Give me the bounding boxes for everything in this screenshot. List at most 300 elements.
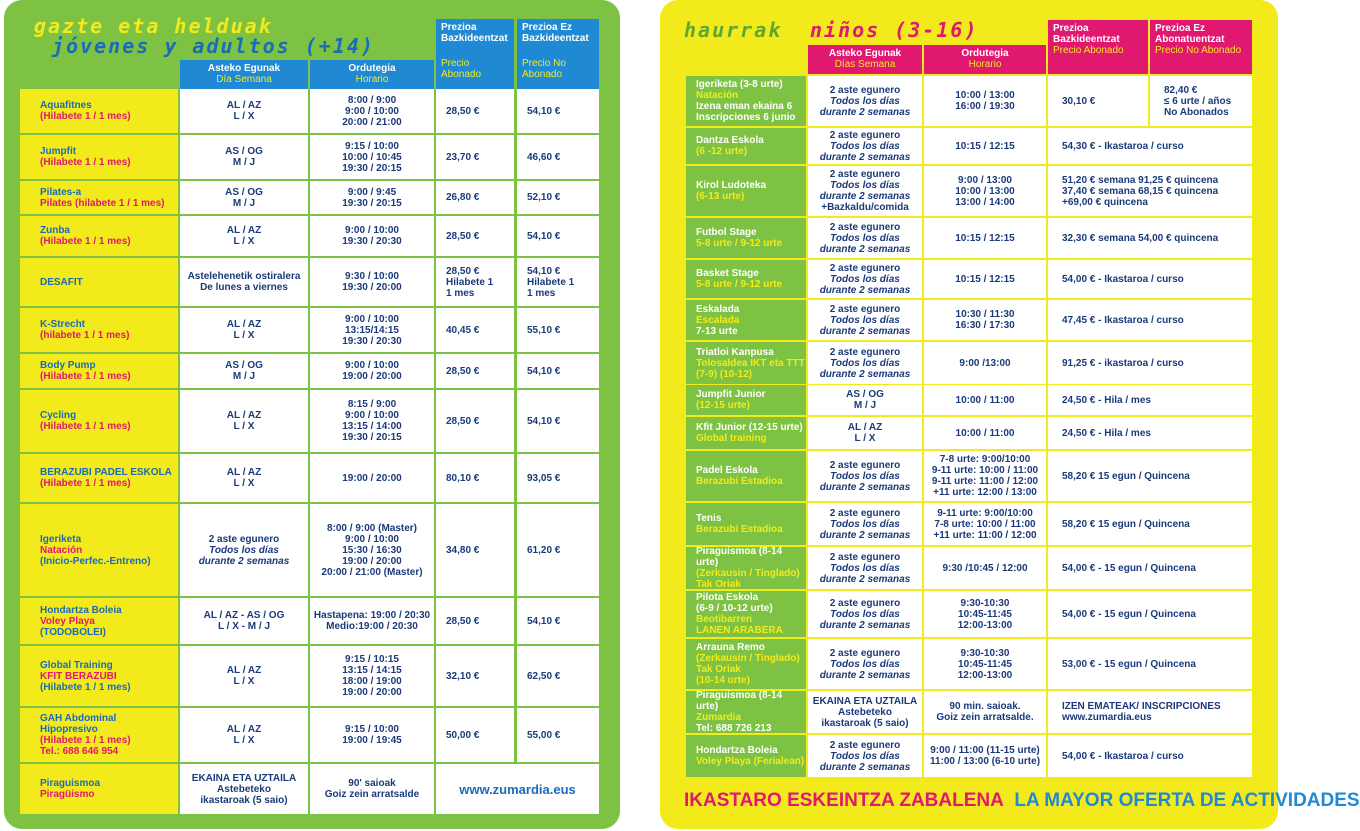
activity-name: [20, 354, 178, 388]
price-cell: [1048, 691, 1252, 733]
header-days: [180, 60, 308, 89]
price-member: [436, 216, 514, 256]
cell-line: 19:00 / 20:00: [342, 472, 402, 484]
price-nonmember: [517, 258, 599, 306]
activity-name: [20, 454, 178, 502]
cell-line: 9:15 / 10:15: [345, 654, 399, 665]
activity-name: [20, 764, 178, 814]
price-cell: [1048, 342, 1252, 384]
header-price-member-eu: Prezioa Bazkideentzat: [441, 22, 508, 44]
cell-line: 23,70 €: [446, 151, 480, 163]
cell-line: Todos los días: [830, 273, 900, 285]
activity-name: [686, 128, 806, 164]
kids-header-schedule: [924, 45, 1046, 74]
days-cell: [808, 128, 922, 164]
cell-line: 2 aste egunero: [829, 129, 901, 141]
price-nonmember: [517, 598, 599, 644]
cell-line: 2 aste egunero: [829, 84, 901, 96]
cell-line: Medio:19:00 / 20:30: [326, 621, 418, 632]
activity-name: [686, 385, 806, 415]
cell-line: Todos los días: [830, 562, 900, 574]
days-cell: [180, 308, 308, 352]
schedule-cell: [924, 691, 1046, 733]
cell-line: 54,00 € - 15 egun / Quincena: [1062, 562, 1196, 574]
cell-line: Astebeteko: [217, 783, 271, 795]
days-cell: [808, 218, 922, 258]
cell-line: Pilates (hilabete 1 / 1 mes): [40, 197, 165, 209]
activity-name: [686, 691, 806, 733]
cell-line: Hilabete 1: [446, 276, 494, 288]
price-cell: [1048, 260, 1252, 298]
cell-line: LANEN ARABERA: [696, 625, 783, 636]
table-row: [4, 598, 620, 644]
cell-line: Todos los días: [830, 750, 900, 762]
cell-line: Hondartza Boleia: [696, 745, 778, 756]
price-member: [436, 504, 514, 596]
cell-line: 10:15 / 12:15: [955, 232, 1015, 244]
cell-line: 10:00 / 11:00: [955, 427, 1015, 439]
price-member: [436, 181, 514, 214]
days-cell: [808, 503, 922, 545]
table-row: [660, 76, 1278, 126]
cell-line: AL / AZ: [226, 319, 262, 330]
cell-line: Escalada: [696, 314, 740, 326]
price-nonmember: [517, 135, 599, 179]
activity-name: [686, 547, 806, 589]
cell-line: (Inicio-Perfec.-Entreno): [40, 555, 151, 567]
schedule-cell: [924, 166, 1046, 216]
price-nonmember: [517, 89, 599, 133]
cell-line: durante 2 semanas: [819, 619, 911, 631]
cell-line: 9-11 urte: 10:00 / 11:00: [931, 465, 1039, 476]
schedule-cell: [310, 181, 434, 214]
cell-line: AL / AZ: [226, 665, 262, 676]
cell-line: 2 aste egunero: [829, 346, 901, 358]
activity-name: [686, 735, 806, 777]
cell-line: 10:00 / 13:00: [955, 185, 1015, 197]
cell-line: 24,50 € - Hila / mes: [1062, 427, 1151, 439]
price-cell: [1048, 735, 1252, 777]
cell-line: durante 2 semanas: [819, 243, 911, 255]
schedule-cell: [924, 260, 1046, 298]
table-row: [660, 547, 1278, 589]
activity-name: [686, 503, 806, 545]
cell-line: Hilabete 1: [527, 276, 575, 288]
cell-line: (Hilabete 1 / 1 mes): [40, 478, 131, 489]
table-row: [660, 417, 1278, 449]
price-nonmember: [517, 216, 599, 256]
activity-name: [20, 390, 178, 452]
cell-line: Igeriketa: [40, 533, 82, 545]
cell-line: 9:30-10:30: [960, 597, 1010, 609]
cell-line: 9-11 urte: 9:00/10:00: [937, 507, 1033, 519]
cell-line: Voley Playa (Ferialean): [696, 756, 805, 767]
cell-line: 7-8 urte: 9:00/10:00: [939, 454, 1031, 465]
cell-line: Todos los días: [209, 544, 279, 556]
cell-line: 8:15 / 9:00: [347, 399, 397, 410]
price-member: [436, 354, 514, 388]
cell-line: 54,10 €: [527, 415, 561, 427]
cell-line: Hastapena: 19:00 / 20:30: [313, 610, 431, 621]
header-price-nonmember-es: Precio No Abonado: [522, 58, 566, 80]
days-cell: [180, 764, 308, 814]
price-cell: [1048, 218, 1252, 258]
cell-line: Pilota Eskola: [696, 592, 759, 603]
cell-line: (Zerkausin / Tinglado): [696, 653, 800, 664]
cell-line: 19:30 / 20:30: [342, 236, 402, 247]
activity-name: [686, 639, 806, 689]
cell-line: Global training: [696, 433, 767, 444]
cell-line: 18:00 / 19:00: [342, 676, 402, 687]
cell-line: Todos los días: [830, 95, 900, 107]
table-row: [660, 451, 1278, 501]
cell-line: 28,50 €: [446, 415, 480, 427]
schedule-cell: [924, 300, 1046, 340]
kids-header-price-member: [1048, 20, 1148, 74]
cell-line: 2 aste egunero: [829, 507, 901, 519]
table-row: [4, 454, 620, 502]
cell-line: AS / OG: [225, 146, 263, 157]
cell-line: 9:00 / 10:00: [345, 533, 399, 545]
cell-line: 34,80 €: [446, 544, 480, 556]
kids-footer: [684, 790, 1360, 812]
schedule-cell: [310, 708, 434, 762]
schedule-cell: [924, 451, 1046, 501]
schedule-cell: [924, 342, 1046, 384]
adults-title-eu: gazte eta helduak: [34, 14, 273, 38]
cell-line: 58,20 € 15 egun / Quincena: [1062, 470, 1190, 482]
days-cell: [180, 390, 308, 452]
price-nonmember: [1150, 76, 1252, 126]
cell-line: Basket Stage: [696, 268, 759, 279]
cell-line: L / X: [233, 676, 255, 687]
cell-line: 30,10 €: [1062, 95, 1096, 107]
cell-line: +11 urte: 12:00 / 13:00: [933, 487, 1037, 498]
price-nonmember: [517, 181, 599, 214]
cell-line: 7-13 urte: [696, 325, 738, 337]
activity-name: [686, 342, 806, 384]
cell-line: (Hilabete 1 / 1 mes): [40, 371, 131, 382]
table-row: [660, 735, 1278, 777]
price-member: [436, 390, 514, 452]
cell-line: 20:00 / 21:00 (Master): [321, 566, 423, 578]
cell-line: Hondartza Boleia: [40, 604, 122, 616]
price-nonmember: [517, 354, 599, 388]
cell-line: AL / AZ: [226, 410, 262, 421]
schedule-cell: [310, 764, 434, 814]
kids-title-es: niños (3-16): [810, 18, 979, 42]
days-cell: [808, 547, 922, 589]
cell-line: 2 aste egunero: [829, 597, 901, 609]
cell-line: 19:00 / 20:00: [342, 371, 402, 382]
activity-name: [20, 135, 178, 179]
kids-header-schedule-es: Horario: [968, 59, 1002, 70]
schedule-cell: [924, 385, 1046, 415]
days-cell: [808, 76, 922, 126]
activity-name: [20, 258, 178, 306]
table-row: [4, 258, 620, 306]
activity-name: [686, 218, 806, 258]
activity-name: [20, 308, 178, 352]
cell-line: 2 aste egunero: [829, 459, 901, 471]
cell-line: Todos los días: [830, 232, 900, 244]
cell-line: 8:00 / 9:00: [347, 94, 397, 106]
cell-line: Padel Eskola: [696, 465, 758, 476]
cell-line: GAH Abdominal: [40, 713, 117, 724]
cell-line: 32,10 €: [446, 670, 480, 682]
price-cell: [1048, 451, 1252, 501]
price-cell: [1048, 639, 1252, 689]
cell-line: (Hilabete 1 / 1 mes): [40, 421, 131, 432]
cell-line: 20:00 / 21:00: [342, 116, 402, 128]
days-cell: [808, 591, 922, 637]
cell-line: 9-11 urte: 11:00 / 12:00: [931, 476, 1039, 487]
cell-line: Todos los días: [830, 140, 900, 152]
days-cell: [808, 300, 922, 340]
cell-line: (6 -12 urte): [696, 146, 748, 157]
days-cell: [808, 385, 922, 415]
cell-line: (Hilabete 1 / 1 mes): [40, 735, 131, 746]
cell-line: DESAFIT: [40, 276, 83, 288]
table-row: [4, 308, 620, 352]
cell-line: 54,00 € - Ikastaroa / curso: [1062, 273, 1184, 285]
cell-line: M / J: [853, 400, 877, 411]
cell-line: 1 mes: [446, 287, 475, 299]
cell-line: 19:00 / 20:00: [342, 555, 402, 567]
cell-line: durante 2 semanas: [819, 151, 911, 163]
price-cell: [1048, 300, 1252, 340]
cell-line: 53,00 € - 15 egun / Quincena: [1062, 658, 1196, 670]
cell-line: Zunba: [40, 225, 70, 236]
schedule-cell: [310, 89, 434, 133]
cell-line: M / J: [232, 197, 256, 209]
activity-name: [20, 89, 178, 133]
schedule-cell: [924, 591, 1046, 637]
cell-line: 26,80 €: [446, 192, 480, 203]
website-link[interactable]: [436, 764, 599, 814]
schedule-cell: [310, 258, 434, 306]
cell-line: AL / AZ: [226, 225, 262, 236]
schedule-cell: [924, 76, 1046, 126]
activity-name: [686, 300, 806, 340]
price-cell: [1048, 128, 1252, 164]
cell-line: (10-14 urte): [696, 675, 750, 686]
cell-line: 19:00 / 19:45: [342, 735, 402, 746]
cell-line: Natación: [40, 544, 83, 556]
days-cell: [180, 135, 308, 179]
cell-line: AL / AZ: [226, 724, 262, 735]
cell-line: 54,30 € - Ikastaroa / curso: [1062, 140, 1184, 152]
cell-line: EKAINA ETA UZTAILA: [812, 695, 918, 707]
price-member: [436, 598, 514, 644]
cell-line: 37,40 € semana 68,15 € quincena: [1062, 185, 1219, 197]
cell-line: 90 min. saioak.: [949, 701, 1021, 712]
cell-line: M / J: [232, 371, 256, 382]
cell-line: BERAZUBI PADEL ESKOLA: [40, 467, 172, 478]
cell-line: durante 2 semanas: [819, 191, 911, 202]
cell-line: Piraguismoa: [40, 778, 101, 789]
cell-line: AL / AZ: [226, 467, 262, 478]
kids-panel: [660, 0, 1360, 829]
cell-line: 54,00 € - 15 egun / Quincena: [1062, 608, 1196, 620]
cell-line: Aquafitnes: [40, 100, 92, 111]
cell-line: (TODOBOLEI): [40, 626, 106, 638]
cell-line: 10:45-11:45: [958, 658, 1012, 670]
header-price-nonmember: [517, 19, 599, 89]
cell-line: L / X: [854, 433, 876, 444]
days-cell: [808, 260, 922, 298]
cell-line: 47,45 € - Ikastaroa / curso: [1062, 314, 1184, 326]
cell-line: Tolosaldea IKT eta TTT: [696, 357, 805, 369]
price-member: [436, 258, 514, 306]
table-row: [4, 135, 620, 179]
cell-line: 2 aste egunero: [829, 221, 901, 233]
schedule-cell: [924, 735, 1046, 777]
cell-line: Inscripciones 6 junio: [696, 112, 796, 123]
cell-line: (6-13 urte): [696, 191, 745, 202]
cell-line: L / X: [233, 735, 255, 746]
cell-line: Berazubi Estadioa: [696, 524, 783, 535]
cell-line: Tel: 688 726 213: [696, 723, 772, 734]
cell-line: 55,00 €: [527, 729, 561, 741]
cell-line: 9:00 / 10:00: [345, 313, 399, 325]
table-row: [660, 166, 1278, 216]
schedule-cell: [310, 354, 434, 388]
cell-line: (hilabete 1 / 1 mes): [40, 330, 130, 341]
table-row: [660, 691, 1278, 733]
cell-line: 10:15 / 12:15: [955, 140, 1015, 152]
cell-line: 90' saioak: [348, 778, 396, 789]
cell-line: K-Strecht: [40, 319, 86, 330]
cell-line: 13:15 / 14:15: [342, 665, 402, 676]
cell-line: 10:00 / 11:00: [955, 394, 1015, 406]
cell-line: Todos los días: [830, 180, 900, 191]
schedule-cell: [924, 503, 1046, 545]
cell-line: 19:00 / 20:00: [342, 687, 402, 698]
cell-line: Eskalada: [696, 303, 740, 315]
schedule-cell: [310, 598, 434, 644]
cell-line: De lunes a viernes: [200, 282, 288, 293]
cell-line: 9:00 / 10:00: [345, 360, 399, 371]
cell-line: 50,00 €: [446, 729, 480, 741]
schedule-cell: [310, 135, 434, 179]
kids-header-price-member-es: Precio Abonado: [1053, 45, 1124, 56]
cell-line: 13:00 / 14:00: [955, 196, 1015, 208]
cell-line: L / X: [233, 478, 255, 489]
cell-line: 9:00 / 9:45: [347, 186, 397, 198]
header-price-member: [436, 19, 514, 89]
cell-line: 91,25 € - ikastaroa / curso: [1062, 357, 1184, 369]
cell-line: 2 aste egunero: [829, 169, 901, 180]
price-nonmember: [517, 646, 599, 706]
days-cell: [808, 691, 922, 733]
price-nonmember: [517, 308, 599, 352]
footer-es: LA MAYOR OFERTA DE ACTIVIDADES: [1014, 790, 1360, 811]
schedule-cell: [310, 454, 434, 502]
cell-line: 54,10 €: [527, 265, 561, 277]
schedule-cell: [310, 216, 434, 256]
table-row: [660, 591, 1278, 637]
cell-line: durante 2 semanas: [819, 284, 911, 296]
link-text[interactable]: www.zumardia.eus: [459, 781, 576, 797]
activity-name: [686, 166, 806, 216]
cell-line: KFIT BERAZUBI: [40, 670, 117, 682]
activity-name: [686, 260, 806, 298]
cell-line: durante 2 semanas: [819, 529, 911, 541]
cell-line: (Zerkausin / Tinglado): [696, 568, 800, 579]
cell-line: +69,00 € quincena: [1062, 196, 1148, 208]
cell-line: AL / AZ: [226, 100, 262, 111]
cell-line: 24,50 € - Hila / mes: [1062, 394, 1151, 406]
cell-line: Hipopresivo: [40, 724, 98, 735]
table-row: [660, 218, 1278, 258]
cell-line: 62,50 €: [527, 670, 561, 682]
cell-line: 28,50 €: [446, 265, 480, 277]
kids-header-schedule-eu: Ordutegia: [961, 48, 1009, 59]
days-cell: [180, 598, 308, 644]
cell-line: Tak Oriak: [696, 579, 741, 590]
cell-line: durante 2 semanas: [819, 368, 911, 380]
cell-line: (Hilabete 1 / 1 mes): [40, 236, 131, 247]
cell-line: 80,10 €: [446, 472, 480, 484]
table-row: [4, 89, 620, 133]
cell-line: (12-15 urte): [696, 400, 750, 411]
cell-line: (7-9) (10-12): [696, 368, 753, 380]
price-member: [436, 308, 514, 352]
cell-line: Goiz zein arratsalde: [324, 789, 420, 800]
schedule-cell: [924, 128, 1046, 164]
days-cell: [180, 454, 308, 502]
cell-line: 82,40 €: [1164, 84, 1198, 96]
cell-line: Futbol Stage: [696, 227, 757, 238]
cell-line: 13:15/14:15: [345, 324, 399, 336]
cell-line: 2 aste egunero: [829, 262, 901, 274]
cell-line: L / X: [233, 111, 255, 122]
price-cell: [1048, 166, 1252, 216]
schedule-cell: [924, 218, 1046, 258]
cell-line: +11 urte: 11:00 / 12:00: [933, 529, 1037, 541]
cell-line: 9:30 /10:45 / 12:00: [942, 562, 1028, 574]
table-row: [660, 128, 1278, 164]
cell-line: 2 aste egunero: [829, 647, 901, 659]
cell-line: Kfit Junior (12-15 urte): [696, 422, 803, 433]
price-member: [436, 135, 514, 179]
header-schedule-eu: Ordutegia: [348, 63, 396, 74]
cell-line: Zumardia: [696, 712, 742, 723]
cell-line: durante 2 semanas: [819, 669, 911, 681]
cell-line: 5-8 urte / 9-12 urte: [696, 279, 783, 290]
cell-line: 10:00 / 13:00: [955, 90, 1015, 101]
adults-title-es: jóvenes y adultos (+14): [52, 34, 375, 58]
cell-line: 28,50 €: [446, 105, 480, 117]
kids-header-price-nonmember-eu: Prezioa Ez Abonatuentzat: [1155, 23, 1225, 45]
table-row: [660, 342, 1278, 384]
cell-line: AS / OG: [225, 186, 263, 198]
cell-line: durante 2 semanas: [198, 555, 290, 567]
kids-header-price-member-eu: Prezioa Bazkideentzat: [1053, 23, 1120, 45]
cell-line: No Abonados: [1164, 106, 1229, 118]
table-row: [660, 300, 1278, 340]
cell-line: ≤ 6 urte / años: [1164, 95, 1232, 107]
table-row: [660, 260, 1278, 298]
cell-line: L / X: [233, 236, 255, 247]
cell-line: 32,30 € semana 54,00 € quincena: [1062, 232, 1219, 244]
cell-line: Cycling: [40, 410, 77, 421]
cell-line: Izena eman ekaina 6: [696, 101, 793, 112]
cell-line: 8:00 / 9:00 (Master): [326, 522, 418, 534]
price-member: [1048, 76, 1148, 126]
cell-line: +Bazkaldu/comida: [821, 202, 909, 213]
